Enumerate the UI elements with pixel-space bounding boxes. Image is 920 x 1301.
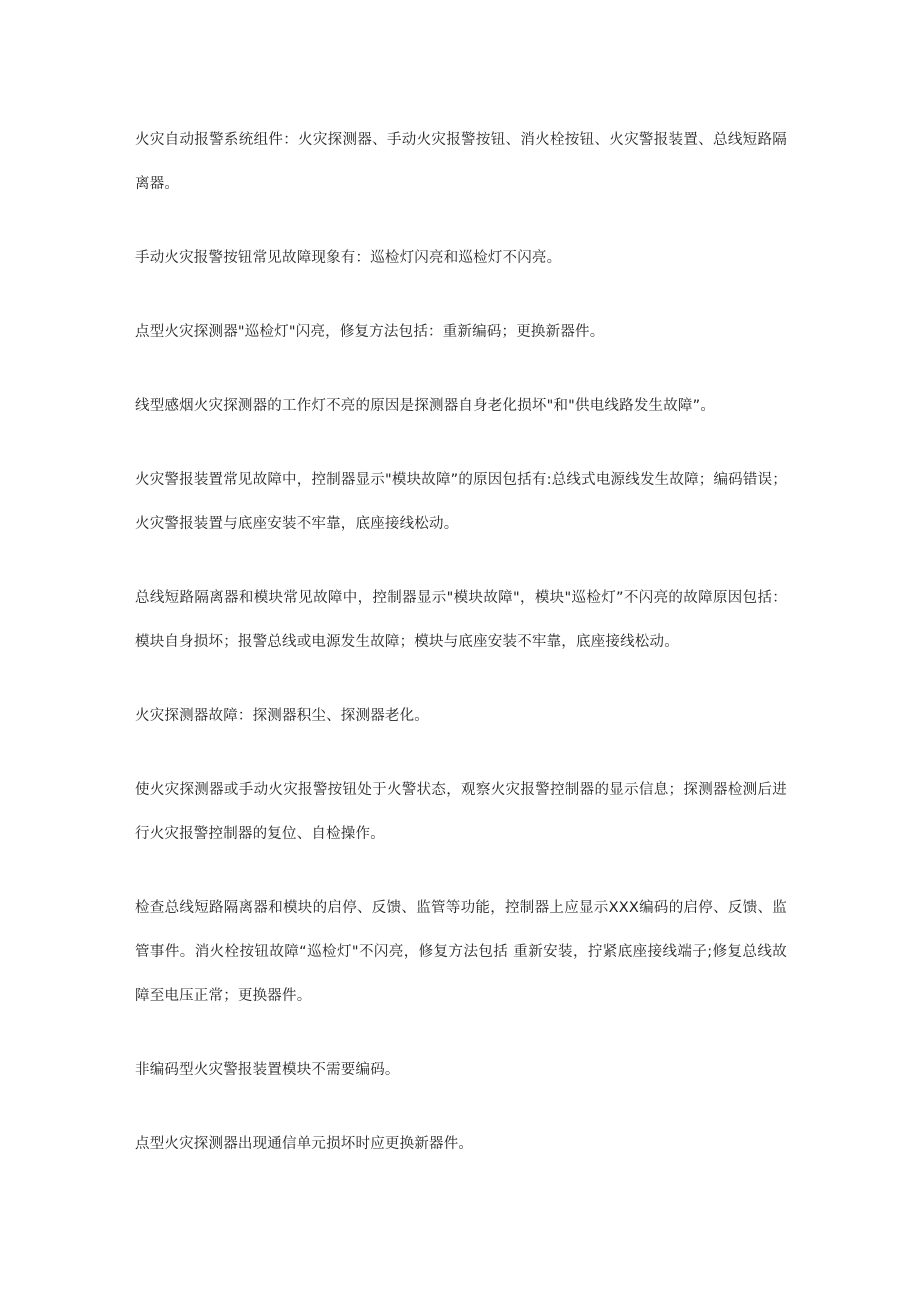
paragraph-10: 非编码型火灾警报装置模块不需要编码。 [135,1062,400,1078]
paragraph-7: 火灾探测器故障：探测器积尘、探测器老化。 [135,708,429,724]
paragraph-6: 总线短路隔离器和模块常见故障中，控制器显示"模块故障"，模块"巡检灯”不闪亮的故障原因包括：模块自身损坏；报警总线或电源发生故障；模块与底座安装不牢靠，底座接线松动。 [135,590,787,650]
paragraph-11: 点型火灾探测器出现通信单元损坏时应更换新器件。 [135,1136,474,1152]
paragraph-2: 手动火灾报警按钮常见故障现象有：巡检灯闪亮和巡检灯不闪亮。 [135,250,562,266]
paragraph-8: 使火灾探测器或手动火灾报警按钮处于火警状态，观察火灾报警控制器的显示信息；探测器检测后进行火灾报警控制器的复位、自检操作。 [135,782,787,842]
paragraph-4: 线型感烟火灾探测器的工作灯不亮的原因是探测器自身老化损坏"和"供电线路发生故障”。 [135,398,716,414]
paragraph-3: 点型火灾探测器"巡检灯"闪亮，修复方法包括：重新编码；更换新器件。 [135,324,605,340]
document-body [135,118,787,1196]
paragraph-5: 火灾警报装置常见故障中，控制器显示"模块故障”的原因包括有:总线式电源线发生故障；编码错误；火灾警报装置与底座安装不牢靠，底座接线松动。 [135,472,787,532]
paragraph-9: 检查总线短路隔离器和模块的启停、反馈、监管等功能，控制器上应显示XXX编码的启停、反馈、监管事件。消火栓按钮故障“巡检灯"不闪亮，修复方法包括 重新安装，拧紧底座接线端子;修复总线故障至电压正常；更换器件。 [135,900,787,1004]
paragraph-1: 火灾自动报警系统组件：火灾探测器、手动火灾报警按钮、消火栓按钮、火灾警报装置、总线短路隔离器。 [135,132,787,192]
